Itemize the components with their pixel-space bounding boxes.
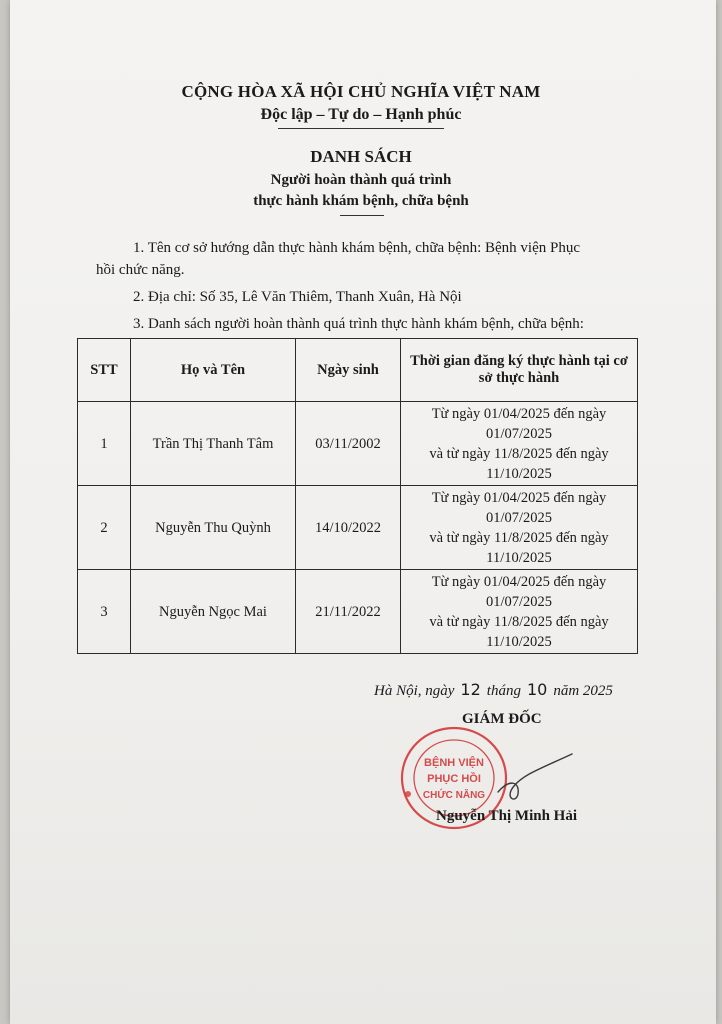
subtitle-underline [340,215,384,216]
header-time: Thời gian đăng ký thực hành tại cơ sở thực hành [401,339,638,402]
time-line: 11/10/2025 [486,549,552,566]
time-line: và từ ngày 11/8/2025 đến ngày [429,613,609,630]
time-line: Từ ngày 01/04/2025 đến ngày [431,489,607,506]
handwritten-day: 12 [460,680,481,699]
table-row [78,486,638,570]
signing-date [374,680,613,700]
item-1-continuation: hồi chức năng. [96,262,185,278]
header-name: Họ và Tên [131,339,296,402]
cell-dob: 03/11/2002 [296,402,401,486]
table-row [78,402,638,486]
item-1-text: 1. Tên cơ sở hướng dẫn thực hành khám bệnh, chữa bệnh: Bệnh viện Phục [133,240,580,256]
cell-dob: 14/10/2022 [296,486,401,570]
handwritten-month: 10 [526,680,548,699]
director-title: GIÁM ĐỐC [462,711,542,727]
cell-time [401,402,638,486]
item-2-address: 2. Địa chỉ: Số 35, Lê Văn Thiêm, Thanh Xuân, Hà Nội [133,289,462,305]
cell-time [401,570,638,654]
time-line: và từ ngày 11/8/2025 đến ngày [429,529,609,546]
cell-name: Trần Thị Thanh Tâm [131,402,296,486]
cell-stt: 2 [78,486,131,570]
stamp-line-2: PHỤC HỒI [427,773,481,785]
time-line: 11/10/2025 [486,465,552,482]
time-line: Từ ngày 01/04/2025 đến ngày [431,573,607,590]
cell-time [401,486,638,570]
cell-stt: 3 [78,570,131,654]
signature-icon [490,748,580,808]
month-label: tháng [486,683,521,699]
time-line: 01/07/2025 [485,425,553,442]
document-subtitle-line2: thực hành khám bệnh, chữa bệnh [253,193,469,209]
place-prefix: Hà Nội, ngày [374,683,455,699]
cell-name: Nguyễn Thu Quỳnh [131,486,296,570]
national-motto: Độc lập – Tự do – Hạnh phúc [260,106,462,123]
time-line: 11/10/2025 [486,633,552,650]
time-line: 01/07/2025 [485,509,553,526]
stamp-line-3: CHỨC NĂNG [422,790,486,801]
table-header-row [78,339,638,402]
cell-name: Nguyễn Ngọc Mai [131,570,296,654]
year-text: năm 2025 [553,683,613,699]
trainee-table [77,338,638,654]
time-line: và từ ngày 11/8/2025 đến ngày [429,445,609,462]
header-dob: Ngày sinh [296,339,401,402]
cell-dob: 21/11/2022 [296,570,401,654]
cell-stt: 1 [78,402,131,486]
document-subtitle-line1: Người hoàn thành quá trình [270,172,452,188]
motto-underline [278,128,444,129]
document-title: DANH SÁCH [310,147,412,166]
time-line: Từ ngày 01/04/2025 đến ngày [431,405,607,422]
time-line: 01/07/2025 [485,593,553,610]
item-3-text: 3. Danh sách người hoàn thành quá trình thực hành khám bệnh, chữa bệnh: [133,316,584,332]
stamp-line-1: BỆNH VIỆN [424,757,484,769]
national-title: CỘNG HÒA XÃ HỘI CHỦ NGHĨA VIỆT NAM [181,82,541,101]
header-stt: STT [78,339,131,402]
table-row [78,570,638,654]
signer-name: Nguyễn Thị Minh Hải [436,808,578,824]
